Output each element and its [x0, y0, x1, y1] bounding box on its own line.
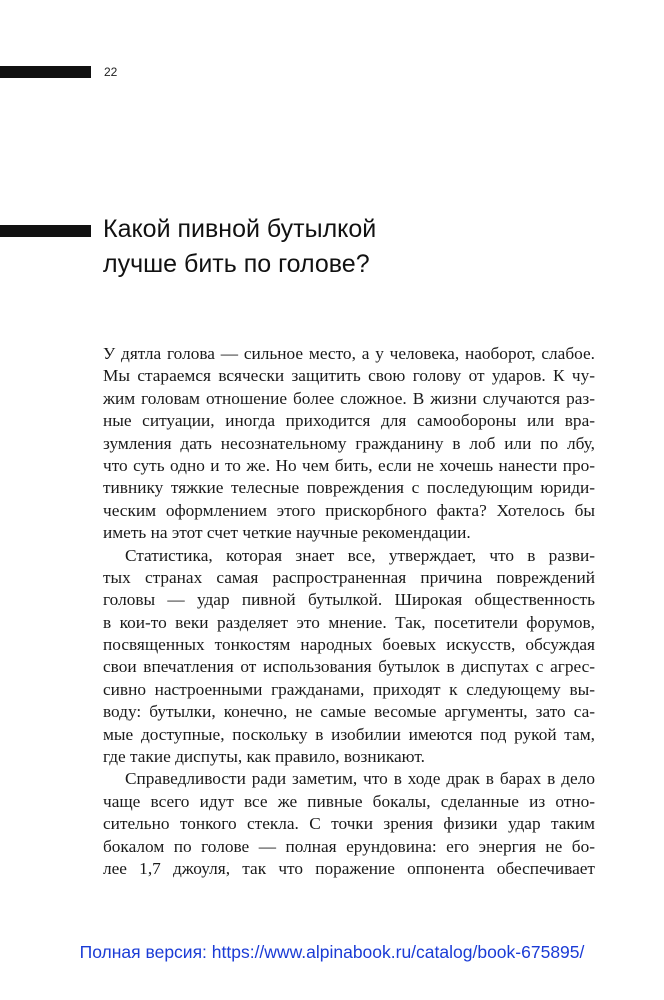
title-decorative-bar: [0, 225, 91, 237]
text-line: зумления дать несознательному гражданину в лоб или по лбу,: [103, 433, 595, 453]
text-line: свои впечатления от использования бутылок в диспутах с агрес-: [103, 657, 595, 677]
paragraph-2: [103, 545, 595, 769]
text-line: тивнику тяжкие телесные повреждения с последующим юриди-: [103, 478, 595, 498]
text-line: в кои-то веки разделяет это мнение. Так, посетители форумов,: [103, 612, 595, 632]
text-line: чаще всего идут все же пивные бокалы, сделанные из отно-: [103, 791, 595, 811]
text-line: бокалом по голове — полная ерундовина: его энергия не бо-: [103, 836, 595, 856]
text-line: сивно настроенными гражданами, приходят к следующему вы-: [103, 679, 595, 699]
text-line: лее 1,7 джоуля, так что поражение оппонента обеспечивает: [103, 858, 595, 878]
header-decorative-bar: [0, 66, 91, 78]
text-line: ные ситуации, иногда приходится для самообороны или вра-: [103, 411, 595, 431]
chapter-title: [103, 212, 523, 282]
chapter-title-line: Какой пивной бутылкой: [103, 215, 377, 243]
text-line: У дятла голова — сильное место, а у человека, наоборот, слабое.: [103, 344, 595, 363]
page-number: 22: [104, 65, 118, 79]
text-line: тых странах самая распространенная причина повреждений: [103, 567, 595, 587]
body-text: [103, 343, 595, 880]
text-line: воду: бутылки, конечно, не самые весомые аргументы, зато са-: [103, 702, 595, 722]
text-line: сительно тонкого стекла. С точки зрения физики удар таким: [103, 814, 595, 834]
text-line: что суть одно и то же. Но чем бить, если не хочешь нанести про-: [103, 455, 595, 475]
text-line: иметь на этот счет четкие научные рекомендации.: [103, 523, 471, 543]
text-line: Справедливости ради заметим, что в ходе драк в барах в дело: [125, 769, 595, 789]
chapter-title-line: лучше бить по голове?: [103, 250, 370, 278]
paragraph-3: [103, 768, 595, 880]
text-line: мые доступные, поскольку в изобилии имеются под рукой там,: [103, 724, 595, 744]
text-line: Мы стараемся всячески защитить свою голову от ударов. К чу-: [103, 366, 595, 386]
text-line: где такие диспуты, как правило, возникают.: [103, 747, 425, 767]
text-line: посвященных тонкостям народных боевых искусств, обсуждая: [103, 635, 595, 655]
text-line: головы — удар пивной бутылкой. Широкая общественность: [103, 590, 595, 610]
paragraph-1: [103, 343, 595, 545]
full-version-link[interactable]: Полная версия: https://www.alpinabook.ru/catalog/book-675895/: [79, 942, 585, 962]
text-line: Статистика, которая знает все, утверждает, что в разви-: [125, 545, 595, 565]
text-line: ческим оформлением этого прискорбного факта? Хотелось бы: [103, 500, 595, 520]
text-line: жим головам отношение более сложное. В жизни случаются раз-: [103, 388, 595, 408]
